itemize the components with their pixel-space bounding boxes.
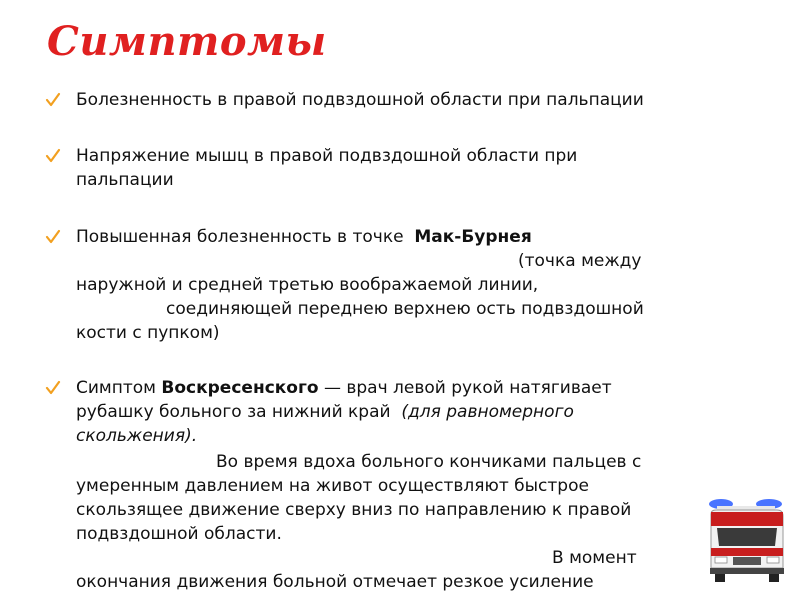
checkmark-icon <box>45 148 61 164</box>
bullet-4-line-9: окончания движения больной отмечает резкое усиление <box>76 572 594 592</box>
bullet-2-line-2: пальпации <box>76 170 174 190</box>
bullet-1-line-1: Болезненность в правой подвздошной области при пальпации <box>76 90 644 110</box>
checkmark-icon <box>45 92 61 108</box>
voskresensky-term: Воскресенского <box>161 378 319 398</box>
bullet-4-text-2b: (для равномерного <box>401 402 574 422</box>
bullet-3-line-3: наружной и средней третью воображаемой линии, <box>76 275 539 295</box>
bullet-4-line-3: скольжения). <box>76 426 198 446</box>
checkmark-icon <box>45 380 61 396</box>
bullet-3-line-2: (точка между <box>518 251 642 271</box>
bullet-4-text-2a: рубашку больного за нижний край <box>76 402 402 422</box>
bullet-3-line-1 <box>76 225 532 249</box>
bullet-4-line-5: умеренным давлением на живот осуществляют быстрое <box>76 476 589 496</box>
mcburney-term: Мак-Бурнея <box>414 227 532 247</box>
page-title: Симптомы <box>47 18 327 65</box>
bullet-4-text-a: Симптом <box>76 378 162 398</box>
bullet-3-line-5: кости с пупком) <box>76 323 220 343</box>
bullet-2-line-1: Напряжение мышц в правой подвздошной области при <box>76 146 578 166</box>
bullet-4-line-2 <box>76 400 574 424</box>
bullet-4-line-8: В момент <box>552 548 637 568</box>
bullet-3-text: Повышенная болезненность в точке <box>76 227 415 247</box>
bullet-4-line-7: подвздошной области. <box>76 524 282 544</box>
bullet-4-line-1 <box>76 376 612 400</box>
checkmark-icon <box>45 229 61 245</box>
bullet-3-line-4: соединяющей переднею верхнею ость подвздошной <box>166 299 644 319</box>
bullet-4-line-6: скользящее движение сверху вниз по направлению к правой <box>76 500 632 520</box>
bullet-4-line-4: Во время вдоха больного кончиками пальцев с <box>216 452 642 472</box>
bullet-4-text-c: — врач левой рукой натягивает <box>318 378 612 398</box>
ambulance-icon <box>707 494 787 584</box>
